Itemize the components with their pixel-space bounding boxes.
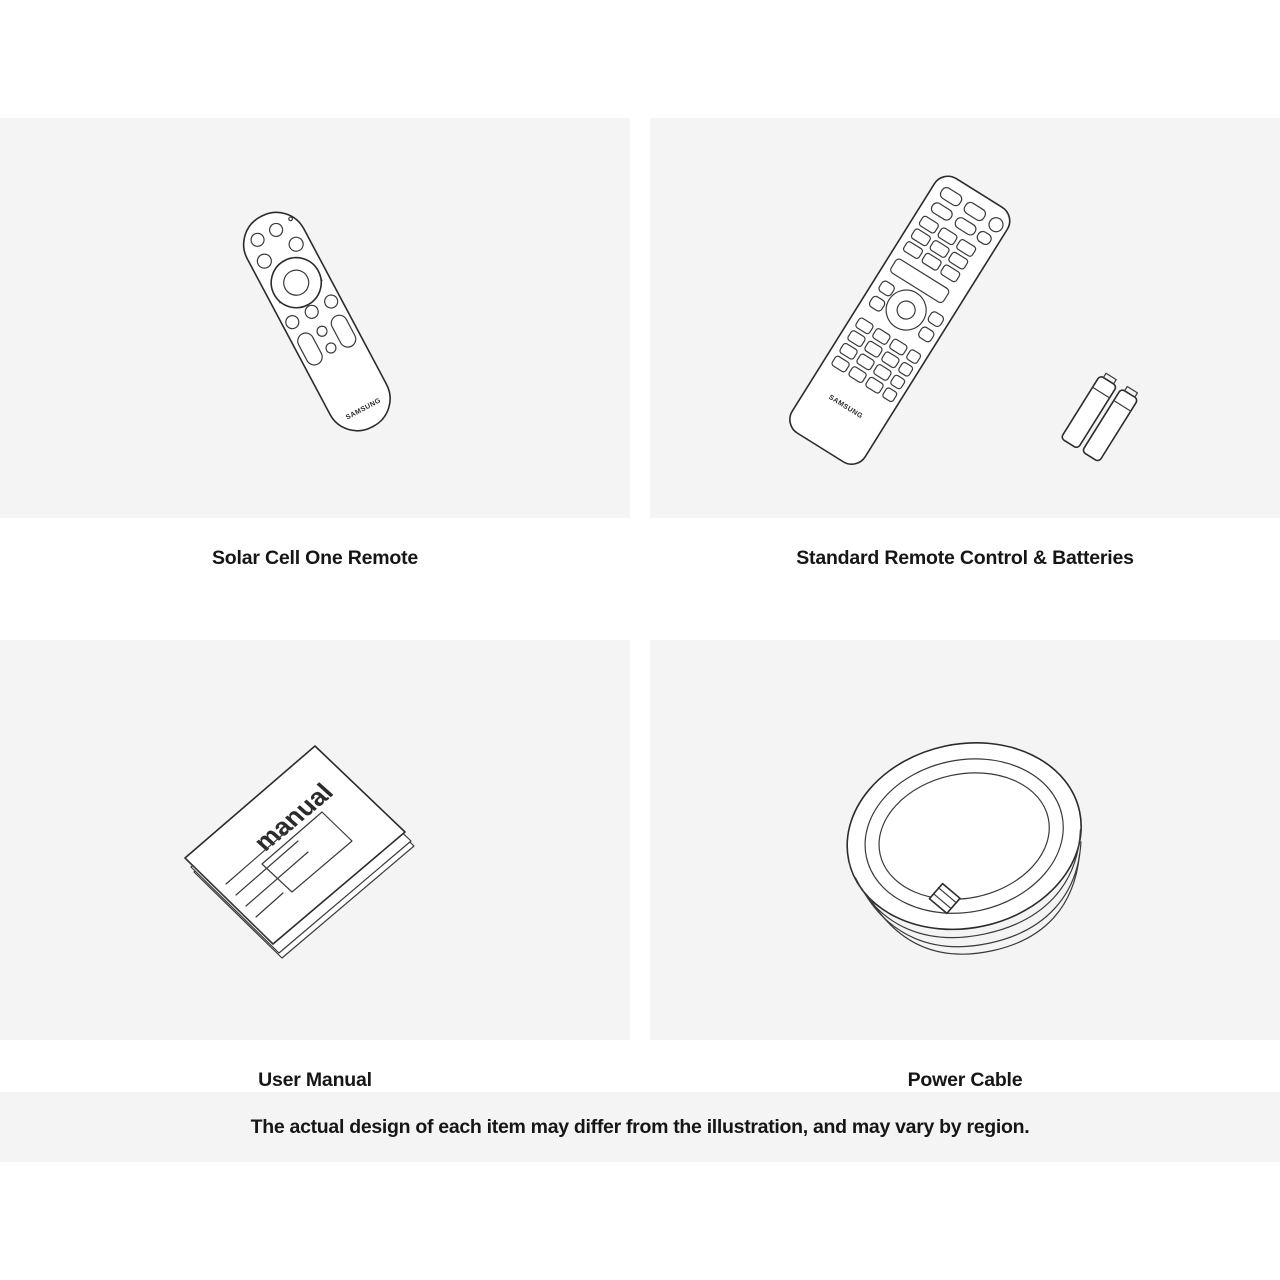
illustration-panel-power-cable — [650, 640, 1280, 1040]
manual-cover-word: manual — [247, 777, 340, 857]
brand-mark-text: SAMSUNG — [827, 393, 864, 421]
accessory-cell-solar-cell-one-remote — [0, 118, 630, 570]
illustration-panel-user-manual — [0, 640, 630, 1040]
power-cable-coil-icon — [650, 640, 1280, 1040]
remote-standard-batteries-icon — [650, 118, 1280, 518]
brand-mark-text: SAMSUNG — [344, 397, 383, 422]
illustration-panel-standard-remote — [650, 118, 1280, 518]
accessory-row-2 — [0, 640, 1280, 1092]
accessory-cell-user-manual — [0, 640, 630, 1092]
accessory-label-solar-cell-one-remote: Solar Cell One Remote — [211, 547, 419, 569]
accessory-label-user-manual: User Manual — [258, 1069, 372, 1091]
illustration-panel-solar-remote — [0, 118, 630, 518]
accessory-row-1 — [0, 118, 1280, 570]
footnote-text: The actual design of each item may differ from the illustration, and may vary by region. — [250, 1115, 1030, 1138]
manual-booklet-icon — [0, 640, 630, 1040]
accessory-cell-power-cable — [650, 640, 1280, 1092]
accessory-label-power-cable: Power Cable — [907, 1069, 1023, 1091]
remote-solar-icon — [0, 118, 630, 518]
row-spacer — [0, 570, 1280, 640]
accessory-label-standard-remote-control-and-batteries: Standard Remote Control & Batteries — [796, 547, 1134, 569]
accessory-grid — [0, 118, 1280, 1092]
accessory-cell-standard-remote — [650, 118, 1280, 570]
footnote-banner — [0, 1092, 1280, 1162]
